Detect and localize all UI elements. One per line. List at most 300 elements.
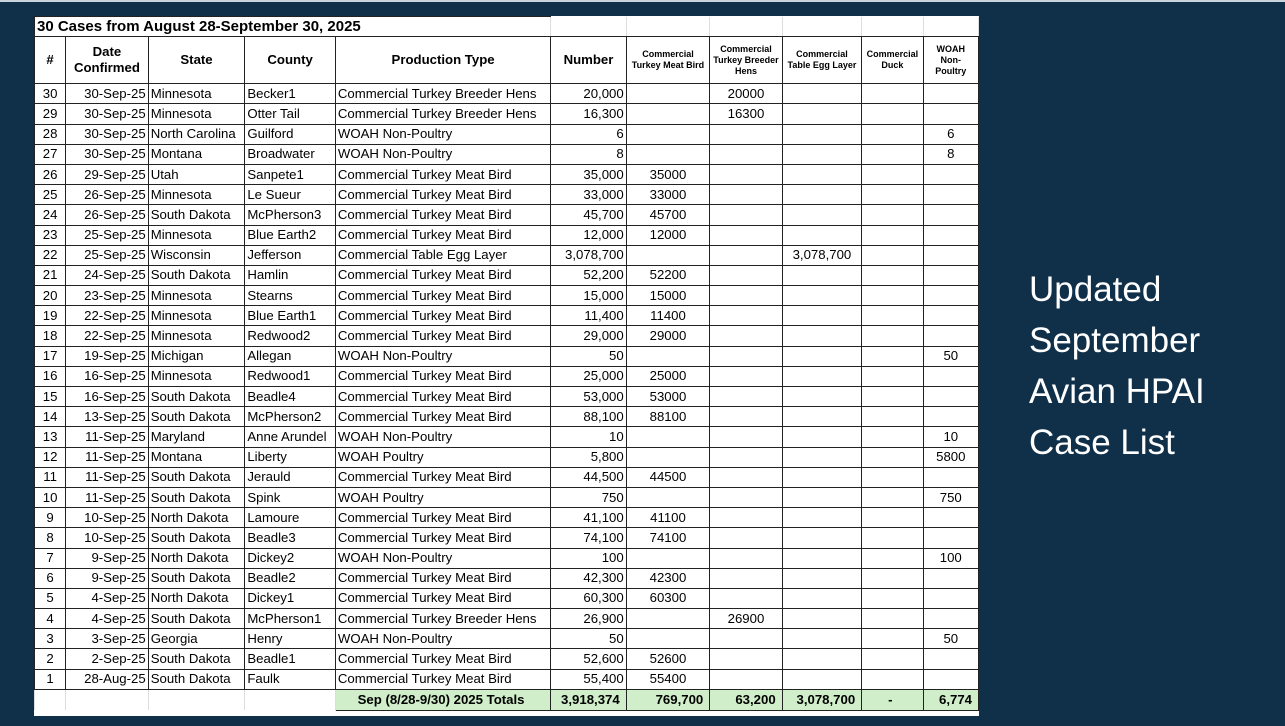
- cell-state: South Dakota: [148, 205, 245, 225]
- cell-case-number: 2: [35, 649, 66, 669]
- cell-county: McPherson2: [245, 407, 336, 427]
- cell-turkey-meat: 35000: [626, 164, 710, 184]
- cell-state: South Dakota: [148, 669, 245, 689]
- cell-production-type: Commercial Turkey Meat Bird: [335, 568, 550, 588]
- header-duck: Commercial Duck: [862, 37, 923, 84]
- cell-duck: [862, 649, 923, 669]
- cell-production-type: Commercial Turkey Breeder Hens: [335, 104, 550, 124]
- cell-county: Beadle1: [245, 649, 336, 669]
- cell-woah-non-poultry: 6: [923, 124, 978, 144]
- cell-duck: [862, 447, 923, 467]
- table-row: [35, 609, 979, 629]
- cell-production-type: Commercial Turkey Meat Bird: [335, 326, 550, 346]
- cell-case-number: 7: [35, 548, 66, 568]
- cell-county: Lamoure: [245, 508, 336, 528]
- cell-date-confirmed: 9-Sep-25: [66, 548, 149, 568]
- cell-woah-non-poultry: [923, 84, 978, 104]
- cell-turkey-breeder: [710, 548, 782, 568]
- cell-date-confirmed: 16-Sep-25: [66, 387, 149, 407]
- cell-table-egg: [782, 568, 862, 588]
- cell-state: South Dakota: [148, 649, 245, 669]
- header-county: County: [245, 37, 336, 84]
- cell-number: 88,100: [551, 407, 626, 427]
- cell-duck: [862, 205, 923, 225]
- cell-duck: [862, 306, 923, 326]
- totals-number: 3,918,374: [551, 689, 626, 710]
- cell-turkey-breeder: [710, 286, 782, 306]
- cell-date-confirmed: 30-Sep-25: [66, 124, 149, 144]
- cell-production-type: Commercial Turkey Meat Bird: [335, 508, 550, 528]
- cell-state: Minnesota: [148, 84, 245, 104]
- cell-county: Jerauld: [245, 467, 336, 487]
- cell-county: Blue Earth2: [245, 225, 336, 245]
- cell-woah-non-poultry: 8: [923, 144, 978, 164]
- cell-turkey-meat: [626, 104, 710, 124]
- cell-state: South Dakota: [148, 528, 245, 548]
- cell-date-confirmed: 13-Sep-25: [66, 407, 149, 427]
- cell-case-number: 29: [35, 104, 66, 124]
- cell-turkey-meat: 45700: [626, 205, 710, 225]
- cell-county: Dickey1: [245, 588, 336, 608]
- table-row: [35, 467, 979, 487]
- table-row: [35, 387, 979, 407]
- cell-state: Minnesota: [148, 104, 245, 124]
- cell-county: Sanpete1: [245, 164, 336, 184]
- cell-woah-non-poultry: 5800: [923, 447, 978, 467]
- cell-county: Beadle4: [245, 387, 336, 407]
- cell-production-type: WOAH Poultry: [335, 447, 550, 467]
- cell-case-number: 28: [35, 124, 66, 144]
- cell-date-confirmed: 22-Sep-25: [66, 306, 149, 326]
- cell-turkey-breeder: [710, 326, 782, 346]
- cell-table-egg: [782, 265, 862, 285]
- cell-number: 41,100: [551, 508, 626, 528]
- cell-woah-non-poultry: 750: [923, 487, 978, 507]
- cell-county: McPherson1: [245, 609, 336, 629]
- cell-duck: [862, 326, 923, 346]
- table-row: [35, 225, 979, 245]
- table-row: [35, 669, 979, 689]
- cell-state: North Dakota: [148, 508, 245, 528]
- cell-date-confirmed: 25-Sep-25: [66, 225, 149, 245]
- table-row: [35, 124, 979, 144]
- header-date: Date Confirmed: [66, 37, 149, 84]
- cell-number: 33,000: [551, 185, 626, 205]
- cell-woah-non-poultry: 10: [923, 427, 978, 447]
- cell-date-confirmed: 10-Sep-25: [66, 508, 149, 528]
- table-row: [35, 286, 979, 306]
- cell-case-number: 12: [35, 447, 66, 467]
- cell-number: 52,600: [551, 649, 626, 669]
- cell-case-number: 17: [35, 346, 66, 366]
- cell-woah-non-poultry: [923, 164, 978, 184]
- cell-turkey-meat: 29000: [626, 326, 710, 346]
- cell-date-confirmed: 26-Sep-25: [66, 185, 149, 205]
- cell-case-number: 5: [35, 588, 66, 608]
- cell-case-number: 13: [35, 427, 66, 447]
- cell-county: Beadle2: [245, 568, 336, 588]
- cell-county: Le Sueur: [245, 185, 336, 205]
- cell-table-egg: [782, 387, 862, 407]
- cell-state: South Dakota: [148, 387, 245, 407]
- cell-turkey-breeder: [710, 245, 782, 265]
- cell-turkey-meat: [626, 144, 710, 164]
- cell-woah-non-poultry: 50: [923, 346, 978, 366]
- cell-case-number: 19: [35, 306, 66, 326]
- cell-case-number: 1: [35, 669, 66, 689]
- cell-state: Wisconsin: [148, 245, 245, 265]
- table-row: [35, 144, 979, 164]
- totals-turkey-meat: 769,700: [626, 689, 710, 710]
- cell-number: 60,300: [551, 588, 626, 608]
- cell-turkey-meat: 11400: [626, 306, 710, 326]
- cell-woah-non-poultry: [923, 669, 978, 689]
- cell-table-egg: [782, 487, 862, 507]
- cell-woah-non-poultry: [923, 286, 978, 306]
- cell-table-egg: [782, 447, 862, 467]
- table-row: [35, 326, 979, 346]
- cell-state: Maryland: [148, 427, 245, 447]
- cell-table-egg: [782, 346, 862, 366]
- cell-table-egg: [782, 84, 862, 104]
- cell-table-egg: [782, 427, 862, 447]
- cell-turkey-breeder: [710, 124, 782, 144]
- cell-case-number: 8: [35, 528, 66, 548]
- cell-date-confirmed: 30-Sep-25: [66, 84, 149, 104]
- cell-turkey-breeder: [710, 528, 782, 548]
- cell-duck: [862, 669, 923, 689]
- cell-production-type: Commercial Table Egg Layer: [335, 245, 550, 265]
- cell-table-egg: [782, 124, 862, 144]
- cell-turkey-meat: [626, 629, 710, 649]
- cell-table-egg: [782, 164, 862, 184]
- table-title-row: [35, 17, 979, 37]
- cell-duck: [862, 427, 923, 447]
- cell-date-confirmed: 11-Sep-25: [66, 487, 149, 507]
- cell-woah-non-poultry: [923, 467, 978, 487]
- cell-turkey-breeder: [710, 427, 782, 447]
- cell-county: Stearns: [245, 286, 336, 306]
- cell-date-confirmed: 23-Sep-25: [66, 286, 149, 306]
- cell-turkey-meat: [626, 245, 710, 265]
- cell-date-confirmed: 11-Sep-25: [66, 427, 149, 447]
- cell-case-number: 25: [35, 185, 66, 205]
- cell-production-type: WOAH Non-Poultry: [335, 629, 550, 649]
- cell-production-type: Commercial Turkey Meat Bird: [335, 528, 550, 548]
- cell-woah-non-poultry: [923, 609, 978, 629]
- cell-table-egg: [782, 286, 862, 306]
- cell-date-confirmed: 16-Sep-25: [66, 366, 149, 386]
- cell-duck: [862, 588, 923, 608]
- cell-production-type: WOAH Non-Poultry: [335, 124, 550, 144]
- cell-number: 53,000: [551, 387, 626, 407]
- cell-number: 100: [551, 548, 626, 568]
- cell-table-egg: [782, 144, 862, 164]
- cell-turkey-breeder: [710, 185, 782, 205]
- cell-turkey-meat: [626, 427, 710, 447]
- table-row: [35, 447, 979, 467]
- cell-woah-non-poultry: [923, 649, 978, 669]
- cell-table-egg: [782, 649, 862, 669]
- cell-table-egg: [782, 407, 862, 427]
- cell-case-number: 22: [35, 245, 66, 265]
- cell-turkey-meat: [626, 84, 710, 104]
- cell-duck: [862, 265, 923, 285]
- header-num: #: [35, 37, 66, 84]
- cell-woah-non-poultry: [923, 528, 978, 548]
- cell-table-egg: [782, 185, 862, 205]
- cell-date-confirmed: 26-Sep-25: [66, 205, 149, 225]
- cell-turkey-breeder: [710, 447, 782, 467]
- table-row: [35, 487, 979, 507]
- slide-title-line-1: Updated: [1029, 270, 1162, 309]
- cell-state: Minnesota: [148, 225, 245, 245]
- cell-turkey-meat: 25000: [626, 366, 710, 386]
- cell-case-number: 15: [35, 387, 66, 407]
- cell-state: Michigan: [148, 346, 245, 366]
- cell-woah-non-poultry: [923, 225, 978, 245]
- cell-production-type: Commercial Turkey Meat Bird: [335, 185, 550, 205]
- cell-number: 45,700: [551, 205, 626, 225]
- cell-duck: [862, 286, 923, 306]
- cell-table-egg: 3,078,700: [782, 245, 862, 265]
- cell-county: Jefferson: [245, 245, 336, 265]
- cell-table-egg: [782, 326, 862, 346]
- header-table-egg: Commercial Table Egg Layer: [782, 37, 862, 84]
- cell-production-type: Commercial Turkey Breeder Hens: [335, 84, 550, 104]
- cell-state: Utah: [148, 164, 245, 184]
- cell-production-type: Commercial Turkey Meat Bird: [335, 649, 550, 669]
- cell-county: Dickey2: [245, 548, 336, 568]
- cell-county: Hamlin: [245, 265, 336, 285]
- cell-table-egg: [782, 225, 862, 245]
- cell-woah-non-poultry: 100: [923, 548, 978, 568]
- cell-county: McPherson3: [245, 205, 336, 225]
- cell-number: 74,100: [551, 528, 626, 548]
- cell-duck: [862, 346, 923, 366]
- cell-date-confirmed: 9-Sep-25: [66, 568, 149, 588]
- cell-number: 20,000: [551, 84, 626, 104]
- cell-table-egg: [782, 548, 862, 568]
- cell-duck: [862, 467, 923, 487]
- cell-duck: [862, 245, 923, 265]
- cell-date-confirmed: 28-Aug-25: [66, 669, 149, 689]
- cell-turkey-breeder: [710, 568, 782, 588]
- table-row: [35, 346, 979, 366]
- cell-table-egg: [782, 306, 862, 326]
- cell-case-number: 27: [35, 144, 66, 164]
- cell-woah-non-poultry: [923, 326, 978, 346]
- cell-turkey-breeder: [710, 487, 782, 507]
- cell-duck: [862, 225, 923, 245]
- cell-county: Otter Tail: [245, 104, 336, 124]
- cell-state: North Carolina: [148, 124, 245, 144]
- cell-turkey-meat: 60300: [626, 588, 710, 608]
- cell-turkey-meat: 52200: [626, 265, 710, 285]
- cell-state: Minnesota: [148, 326, 245, 346]
- table-row: [35, 366, 979, 386]
- cell-turkey-breeder: [710, 588, 782, 608]
- cell-number: 29,000: [551, 326, 626, 346]
- cell-state: North Dakota: [148, 588, 245, 608]
- cases-table: [34, 16, 979, 711]
- cell-turkey-meat: 53000: [626, 387, 710, 407]
- cell-duck: [862, 387, 923, 407]
- cell-county: Beadle3: [245, 528, 336, 548]
- cell-date-confirmed: 2-Sep-25: [66, 649, 149, 669]
- cell-date-confirmed: 11-Sep-25: [66, 447, 149, 467]
- cell-number: 25,000: [551, 366, 626, 386]
- cell-number: 26,900: [551, 609, 626, 629]
- cell-production-type: WOAH Non-Poultry: [335, 346, 550, 366]
- cell-duck: [862, 528, 923, 548]
- cell-case-number: 21: [35, 265, 66, 285]
- cell-turkey-meat: [626, 548, 710, 568]
- cell-table-egg: [782, 629, 862, 649]
- cell-state: Minnesota: [148, 185, 245, 205]
- cell-number: 35,000: [551, 164, 626, 184]
- cell-state: South Dakota: [148, 609, 245, 629]
- cell-turkey-meat: 52600: [626, 649, 710, 669]
- cell-number: 42,300: [551, 568, 626, 588]
- cell-duck: [862, 104, 923, 124]
- cell-date-confirmed: 25-Sep-25: [66, 245, 149, 265]
- cell-county: Faulk: [245, 669, 336, 689]
- cell-turkey-breeder: [710, 205, 782, 225]
- totals-duck: -: [862, 689, 923, 710]
- cell-turkey-breeder: [710, 366, 782, 386]
- table-row: [35, 185, 979, 205]
- cell-table-egg: [782, 588, 862, 608]
- cell-turkey-meat: 33000: [626, 185, 710, 205]
- cell-turkey-meat: [626, 124, 710, 144]
- cell-number: 8: [551, 144, 626, 164]
- cell-production-type: Commercial Turkey Meat Bird: [335, 306, 550, 326]
- table-row: [35, 427, 979, 447]
- cell-county: Henry: [245, 629, 336, 649]
- cell-production-type: Commercial Turkey Meat Bird: [335, 407, 550, 427]
- cell-production-type: Commercial Turkey Meat Bird: [335, 467, 550, 487]
- cell-county: Blue Earth1: [245, 306, 336, 326]
- cell-turkey-meat: [626, 487, 710, 507]
- cell-case-number: 11: [35, 467, 66, 487]
- cell-duck: [862, 366, 923, 386]
- cell-turkey-breeder: [710, 164, 782, 184]
- cell-turkey-breeder: [710, 265, 782, 285]
- cell-county: Anne Arundel: [245, 427, 336, 447]
- cell-turkey-breeder: [710, 387, 782, 407]
- header-turkey-meat: Commercial Turkey Meat Bird: [626, 37, 710, 84]
- cell-turkey-breeder: [710, 508, 782, 528]
- cell-number: 55,400: [551, 669, 626, 689]
- cell-turkey-breeder: [710, 346, 782, 366]
- cell-county: Guilford: [245, 124, 336, 144]
- cell-duck: [862, 164, 923, 184]
- cell-woah-non-poultry: [923, 185, 978, 205]
- cell-number: 750: [551, 487, 626, 507]
- cell-turkey-meat: 15000: [626, 286, 710, 306]
- cell-woah-non-poultry: [923, 306, 978, 326]
- table-row: [35, 548, 979, 568]
- cell-number: 12,000: [551, 225, 626, 245]
- cell-turkey-meat: 41100: [626, 508, 710, 528]
- cell-date-confirmed: 29-Sep-25: [66, 164, 149, 184]
- cell-production-type: Commercial Turkey Meat Bird: [335, 164, 550, 184]
- header-woah-non-poultry: WOAH Non-Poultry: [923, 37, 978, 84]
- cell-turkey-breeder: [710, 649, 782, 669]
- cell-table-egg: [782, 205, 862, 225]
- cell-case-number: 24: [35, 205, 66, 225]
- cell-production-type: WOAH Non-Poultry: [335, 427, 550, 447]
- cell-woah-non-poultry: [923, 568, 978, 588]
- table-row: [35, 588, 979, 608]
- cell-state: South Dakota: [148, 265, 245, 285]
- header-production-type: Production Type: [335, 37, 550, 84]
- cell-county: Becker1: [245, 84, 336, 104]
- cell-number: 11,400: [551, 306, 626, 326]
- cell-case-number: 3: [35, 629, 66, 649]
- header-number: Number: [551, 37, 626, 84]
- cell-case-number: 20: [35, 286, 66, 306]
- cell-case-number: 16: [35, 366, 66, 386]
- cell-state: Minnesota: [148, 306, 245, 326]
- slide-title-line-3: Avian HPAI: [1029, 372, 1205, 411]
- cell-woah-non-poultry: [923, 205, 978, 225]
- table-row: [35, 568, 979, 588]
- cell-turkey-meat: [626, 447, 710, 467]
- cell-state: North Dakota: [148, 548, 245, 568]
- slide-title-line-4: Case List: [1029, 423, 1175, 462]
- table-row: [35, 265, 979, 285]
- cell-case-number: 14: [35, 407, 66, 427]
- cell-county: Spink: [245, 487, 336, 507]
- cell-duck: [862, 144, 923, 164]
- table-body: [35, 84, 979, 690]
- cell-case-number: 23: [35, 225, 66, 245]
- cell-number: 16,300: [551, 104, 626, 124]
- cell-duck: [862, 185, 923, 205]
- cell-state: South Dakota: [148, 487, 245, 507]
- cell-production-type: Commercial Turkey Meat Bird: [335, 366, 550, 386]
- cell-woah-non-poultry: [923, 265, 978, 285]
- cell-duck: [862, 609, 923, 629]
- cell-table-egg: [782, 366, 862, 386]
- cell-turkey-meat: [626, 346, 710, 366]
- cell-turkey-breeder: 26900: [710, 609, 782, 629]
- cell-table-egg: [782, 104, 862, 124]
- table-title: 30 Cases from August 28-September 30, 2025: [35, 17, 551, 37]
- table-row: [35, 84, 979, 104]
- table-row: [35, 164, 979, 184]
- cell-turkey-breeder: [710, 669, 782, 689]
- cell-turkey-breeder: 20000: [710, 84, 782, 104]
- cell-state: Minnesota: [148, 366, 245, 386]
- cell-turkey-meat: [626, 609, 710, 629]
- table-row: [35, 205, 979, 225]
- table-row: [35, 306, 979, 326]
- cell-table-egg: [782, 467, 862, 487]
- cell-turkey-breeder: [710, 144, 782, 164]
- cell-duck: [862, 407, 923, 427]
- cell-table-egg: [782, 528, 862, 548]
- table-row: [35, 649, 979, 669]
- cell-table-egg: [782, 609, 862, 629]
- cell-production-type: Commercial Turkey Meat Bird: [335, 265, 550, 285]
- cell-number: 3,078,700: [551, 245, 626, 265]
- cell-county: Liberty: [245, 447, 336, 467]
- cell-turkey-breeder: [710, 629, 782, 649]
- cell-number: 44,500: [551, 467, 626, 487]
